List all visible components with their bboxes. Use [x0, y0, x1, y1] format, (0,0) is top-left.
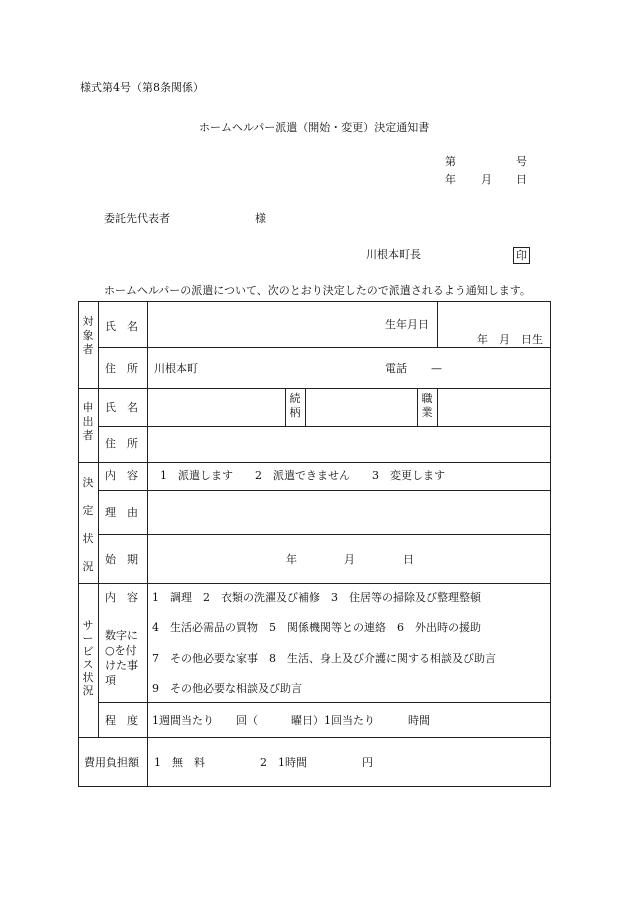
fee-label: 費用負担額 [84, 756, 139, 769]
start-label: 始 期 [105, 553, 138, 566]
occupation-label: 職 業 [421, 392, 433, 419]
service-line-1: 1 調理 2 衣類の洗濯及び補修 3 住居等の掃除及び整理整頓 [152, 591, 481, 604]
decision-label: 決 定 状 況 [82, 476, 94, 573]
date-year: 年 [445, 173, 456, 186]
table-border-left [78, 301, 79, 787]
occupation-right-divider [437, 388, 438, 426]
notice-table [78, 301, 551, 787]
intro-text: ホームヘルパーの派遣について、次のとおり決定したので派遣されるよう通知します。 [104, 284, 531, 297]
occupation-left-divider [417, 388, 418, 426]
applicant-label: 申 出 者 [82, 401, 94, 442]
col-divider-1 [98, 301, 99, 737]
row-divider-reason [98, 490, 551, 491]
relation-left-divider [285, 388, 286, 426]
table-border-right [550, 301, 551, 787]
number-prefix: 第 [445, 155, 456, 168]
phone-label: 電話 [385, 362, 407, 375]
relation-label: 続 柄 [289, 392, 301, 419]
document-title: ホームヘルパー派遣（開始・変更）決定通知書 [199, 121, 430, 134]
relation-right-divider [305, 388, 306, 426]
address-value: 川根本町 [154, 362, 198, 375]
start-year: 年 [286, 553, 297, 566]
degree-label: 程 度 [105, 714, 138, 727]
table-border-bottom [78, 786, 551, 787]
row-divider-service [78, 583, 551, 584]
issuer: 川根本町長 [366, 248, 421, 261]
form-number: 様式第4号（第8条関係） [80, 81, 204, 94]
date-month: 月 [481, 173, 492, 186]
service-line-4: 9 その他必要な相談及び助言 [152, 682, 302, 695]
subject-label: 対 象 者 [82, 315, 94, 356]
row-divider-decision [78, 462, 551, 463]
decision-content-options: 1 派遣します 2 派遣できません 3 変更します [160, 469, 445, 482]
service-content-label: 内 容 [105, 591, 138, 604]
applicant-name-label: 氏 名 [105, 401, 138, 414]
number-suffix: 号 [516, 155, 527, 168]
row-divider-address [98, 347, 551, 348]
applicant-address-label: 住 所 [105, 437, 138, 450]
address-label: 住 所 [105, 362, 138, 375]
service-label: サ ー ビ ス 状 況 [82, 619, 94, 697]
row-divider-fee [78, 737, 551, 738]
honorific: 様 [255, 212, 266, 225]
service-note: 数字に ○を付 けた事 項 [105, 629, 138, 687]
row-divider-start [98, 534, 551, 535]
start-day: 日 [403, 553, 414, 566]
decision-content-label: 内 容 [105, 469, 138, 482]
service-line-2: 4 生活必需品の買物 5 関係機関等との連絡 6 外出時の援助 [152, 621, 481, 634]
row-divider-degree [98, 702, 551, 703]
seal-stamp: 印 [513, 247, 530, 264]
reason-label: 理 由 [105, 506, 138, 519]
table-border-top [78, 301, 551, 302]
row-divider-applicant-address [98, 426, 551, 427]
degree-value: 1週間当たり 回（ 曜日）1回当たり 時間 [152, 714, 430, 727]
name-label: 氏 名 [105, 320, 138, 333]
service-line-3: 7 その他必要な家事 8 生活、身上及び介護に関する相談及び助言 [152, 652, 496, 665]
col-divider-2 [147, 301, 148, 787]
row-divider-applicant [78, 388, 551, 389]
birthdate-value: 年 月 日生 [477, 333, 543, 346]
start-month: 月 [344, 553, 355, 566]
addressee: 委託先代表者 [104, 212, 170, 225]
phone-separator: — [431, 362, 442, 375]
birthdate-label: 生年月日 [385, 318, 429, 331]
date-day: 日 [516, 173, 527, 186]
fee-value: 1 無 料 2 1時間 円 [154, 756, 373, 769]
birthdate-left-divider [437, 301, 438, 347]
